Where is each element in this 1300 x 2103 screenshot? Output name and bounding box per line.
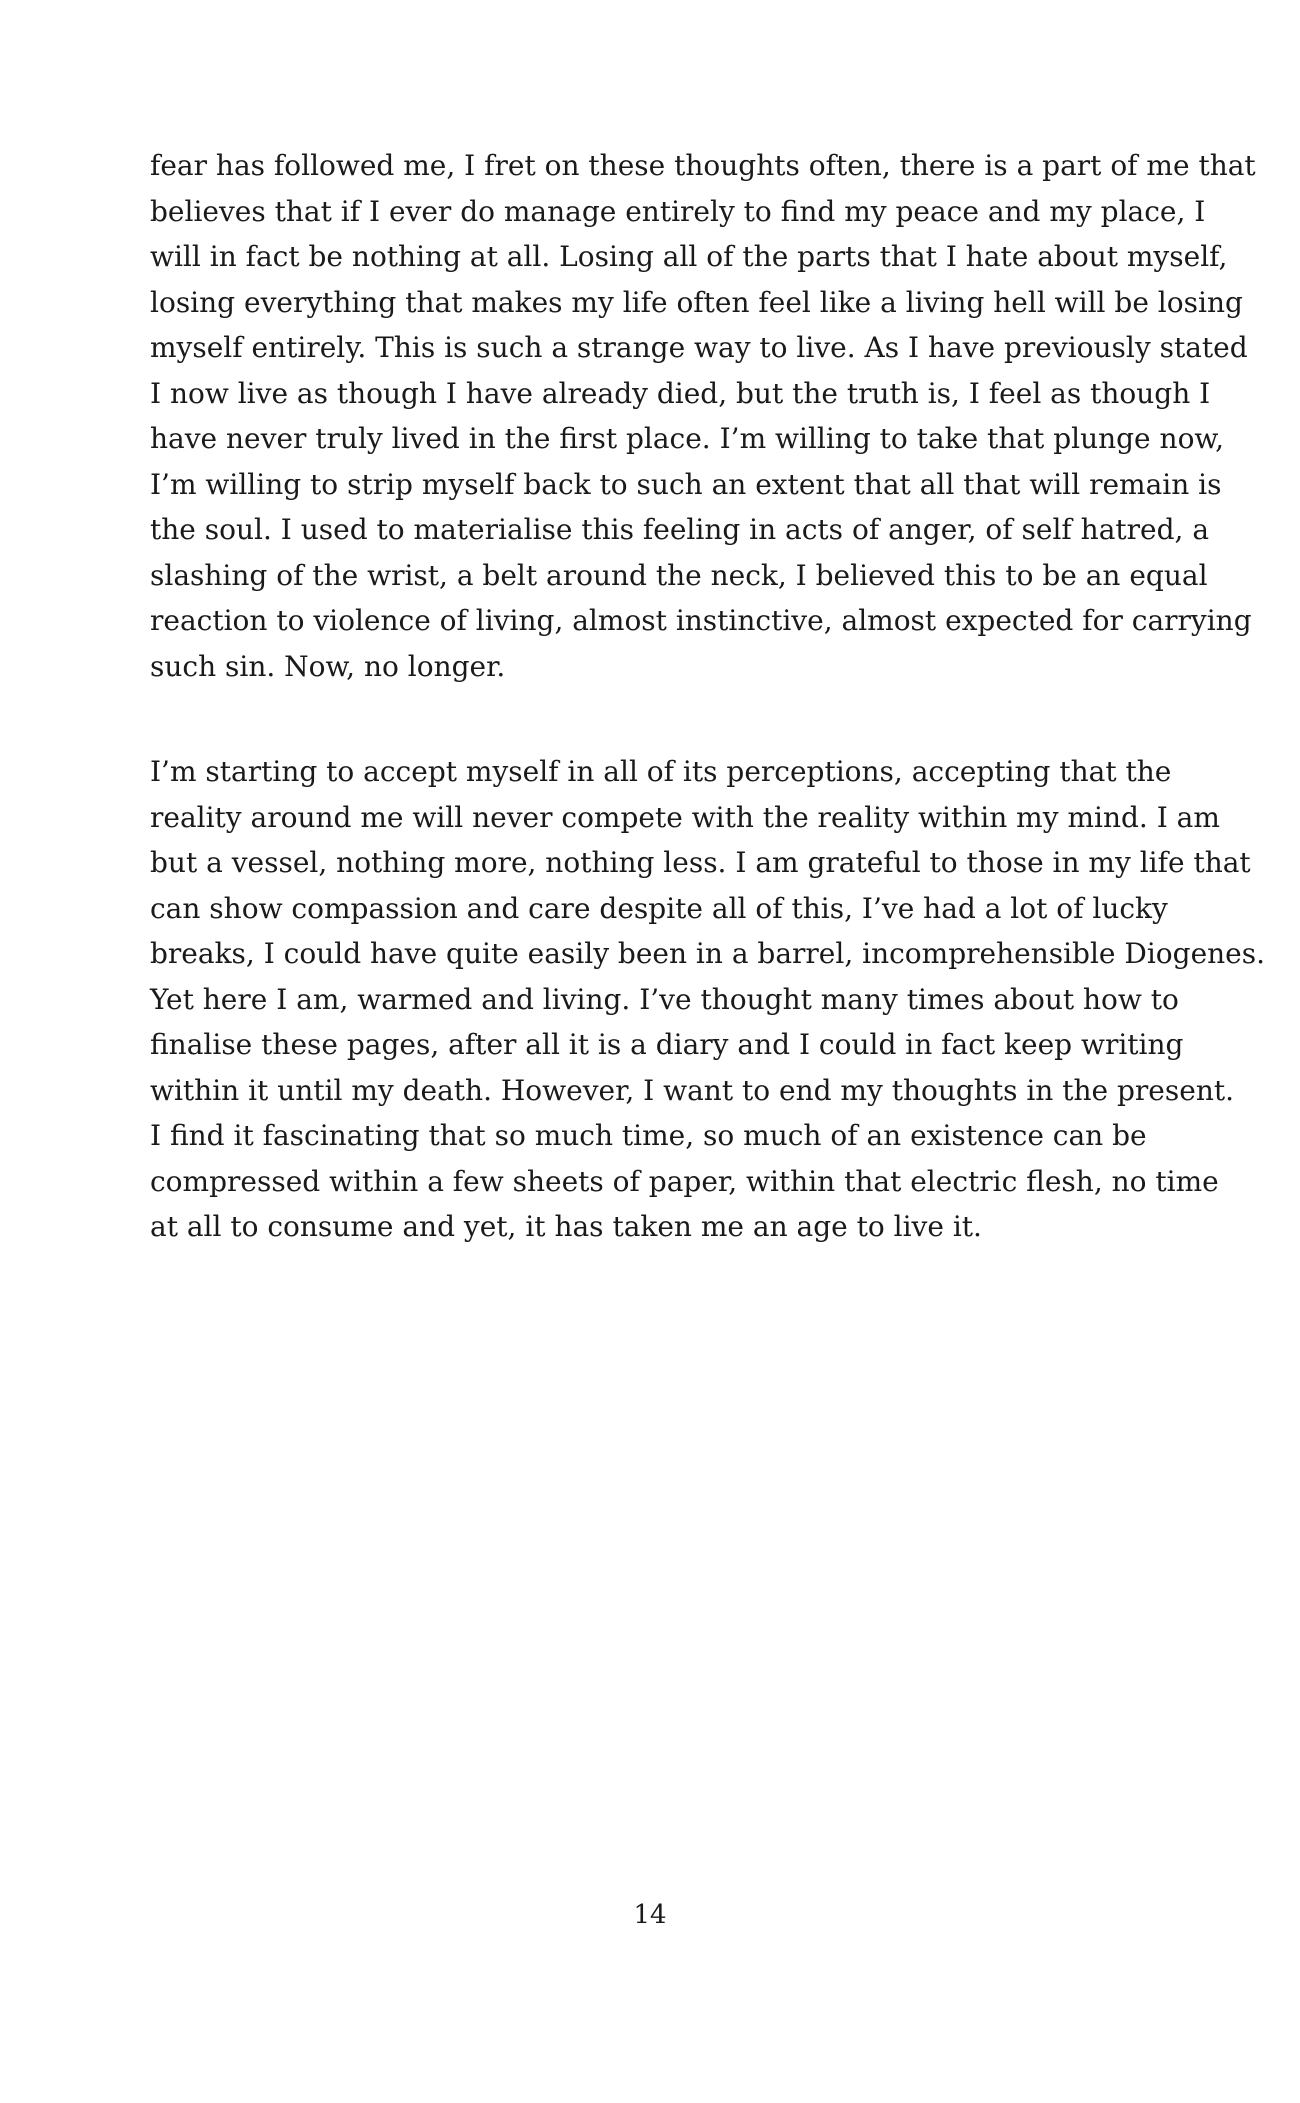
- paragraph-2: [150, 749, 1266, 1250]
- paragraph-line: I’m starting to accept myself in all of its perceptions, accepting that the: [150, 755, 1172, 788]
- paragraph-line: reality around me will never compete with the reality within my mind. I am: [150, 800, 1220, 834]
- paragraph-line: compressed within a few sheets of paper, within that electric flesh, no time: [150, 1164, 1219, 1198]
- paragraph-line: reaction to violence of living, almost instinctive, almost expected for carrying: [150, 604, 1252, 637]
- paragraph-line: I’m willing to strip myself back to such an extent that all that will remain is: [150, 467, 1222, 501]
- paragraph-line: can show compassion and care despite all of this, I’ve had a lot of lucky: [150, 891, 1168, 925]
- paragraph-line: slashing of the wrist, a belt around the neck, I believed this to be an equal: [150, 558, 1208, 592]
- paragraph-line: within it until my death. However, I want to end my thoughts in the present.: [150, 1073, 1235, 1107]
- paragraph-line: will in fact be nothing at all. Losing all of the parts that I hate about myself,: [150, 240, 1228, 273]
- paragraph-line: such sin. Now, no longer.: [150, 649, 506, 683]
- paragraph-line: Yet here I am, warmed and living. I’ve thought many times about how to: [150, 982, 1179, 1016]
- paragraph-line: losing everything that makes my life often feel like a living hell will be losing: [150, 285, 1243, 319]
- paragraph-line: have never truly lived in the first place. I’m willing to take that plunge now,: [150, 422, 1224, 455]
- page-number: 14: [633, 1900, 667, 1930]
- paragraph-line: believes that if I ever do manage entirely to find my peace and my place, I: [150, 194, 1206, 228]
- paragraph-line: I now live as though I have already died, but the truth is, I feel as though I: [150, 376, 1211, 410]
- paragraph-line: the soul. I used to materialise this feeling in acts of anger, of self hatred, a: [150, 513, 1210, 546]
- paragraph-line: fear has followed me, I fret on these thoughts often, there is a part of me that: [150, 149, 1256, 182]
- paragraph-1: [150, 143, 1256, 689]
- paragraph-line: at all to consume and yet, it has taken me an age to live it.: [150, 1210, 982, 1243]
- paragraph-line: breaks, I could have quite easily been in a barrel, incomprehensible Diogenes.: [150, 937, 1266, 970]
- paragraph-line: finalise these pages, after all it is a diary and I could in fact keep writing: [150, 1028, 1184, 1061]
- paragraph-line: I find it fascinating that so much time, so much of an existence can be: [150, 1119, 1147, 1152]
- paragraph-line: myself entirely. This is such a strange way to live. As I have previously stated: [150, 331, 1248, 364]
- paragraph-line: but a vessel, nothing more, nothing less. I am grateful to those in my life that: [150, 846, 1251, 879]
